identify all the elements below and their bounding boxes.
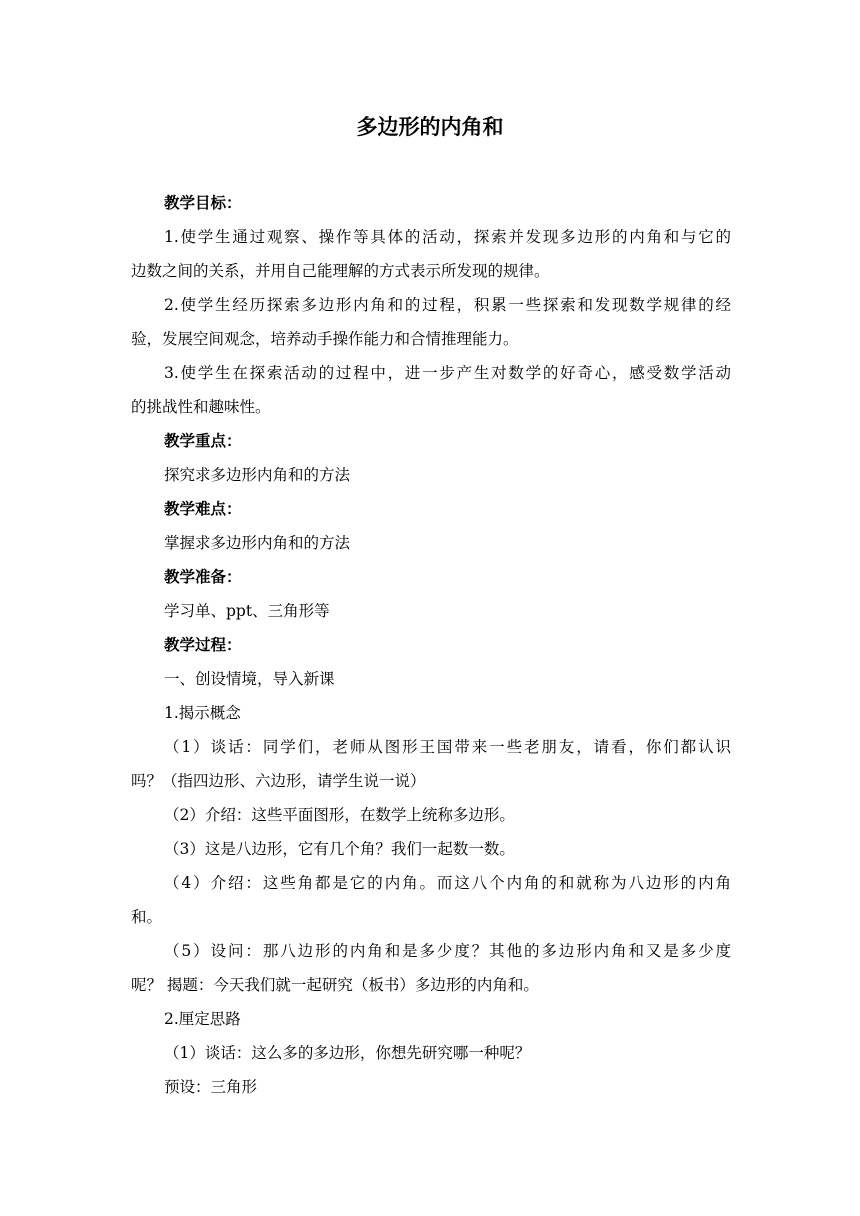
paragraph-line: （5）设问：那八边形的内角和是多少度？其他的多边形内角和又是多少度: [164, 942, 731, 960]
paragraph-line: 和。: [131, 908, 163, 926]
paragraph-line: 2.厘定思路: [164, 1010, 241, 1028]
section-heading-objectives: 教学目标：: [164, 194, 242, 212]
section-heading-preparation: 教学准备：: [164, 568, 242, 586]
section-heading-process: 教学过程：: [164, 636, 242, 654]
paragraph-line: 预设：三角形: [164, 1078, 258, 1096]
document-body: [131, 186, 731, 1104]
paragraph-line: 的挑战性和趣味性。: [131, 398, 271, 416]
paragraph-line: （4）介绍：这些角都是它的内角。而这八个内角的和就称为八边形的内角: [164, 874, 731, 892]
paragraph-line: 边数之间的关系，并用自己能理解的方式表示所发现的规律。: [131, 262, 550, 280]
section-heading-difficulties: 教学难点：: [164, 500, 242, 518]
paragraph-line: 掌握求多边形内角和的方法: [164, 534, 351, 552]
paragraph-line: 1.揭示概念: [164, 704, 241, 722]
paragraph-line: 2.使学生经历探索多边形内角和的过程，积累一些探索和发现数学规律的经: [164, 296, 731, 314]
paragraph-line: （1）谈话：这么多的多边形，你想先研究哪一种呢？: [164, 1044, 531, 1062]
paragraph-line: 吗？（指四边形、六边形，请学生说一说）: [131, 772, 426, 790]
document-title: 多边形的内角和: [356, 115, 504, 139]
paragraph-line: 3.使学生在探索活动的过程中，进一步产生对数学的好奇心，感受数学活动: [164, 364, 731, 382]
paragraph-line: 探究求多边形内角和的方法: [164, 466, 351, 484]
paragraph-line: 验，发展空间观念，培养动手操作能力和合情推理能力。: [131, 330, 519, 348]
paragraph-line: （1）谈话：同学们，老师从图形王国带来一些老朋友，请看，你们都认识: [164, 738, 731, 756]
section-heading-key-points: 教学重点：: [164, 432, 242, 450]
paragraph-line: （3）这是八边形，它有几个角？我们一起数一数。: [164, 840, 515, 858]
paragraph-line: 呢？ 揭题：今天我们就一起研究（板书）多边形的内角和。: [131, 976, 539, 994]
paragraph-line: 一、创设情境，导入新课: [164, 670, 335, 688]
paragraph-line: 学习单、ppt、三角形等: [164, 602, 330, 620]
paragraph-line: 1.使学生通过观察、操作等具体的活动，探索并发现多边形的内角和与它的: [164, 228, 731, 246]
paragraph-line: （2）介绍：这些平面图形，在数学上统称多边形。: [164, 806, 515, 824]
